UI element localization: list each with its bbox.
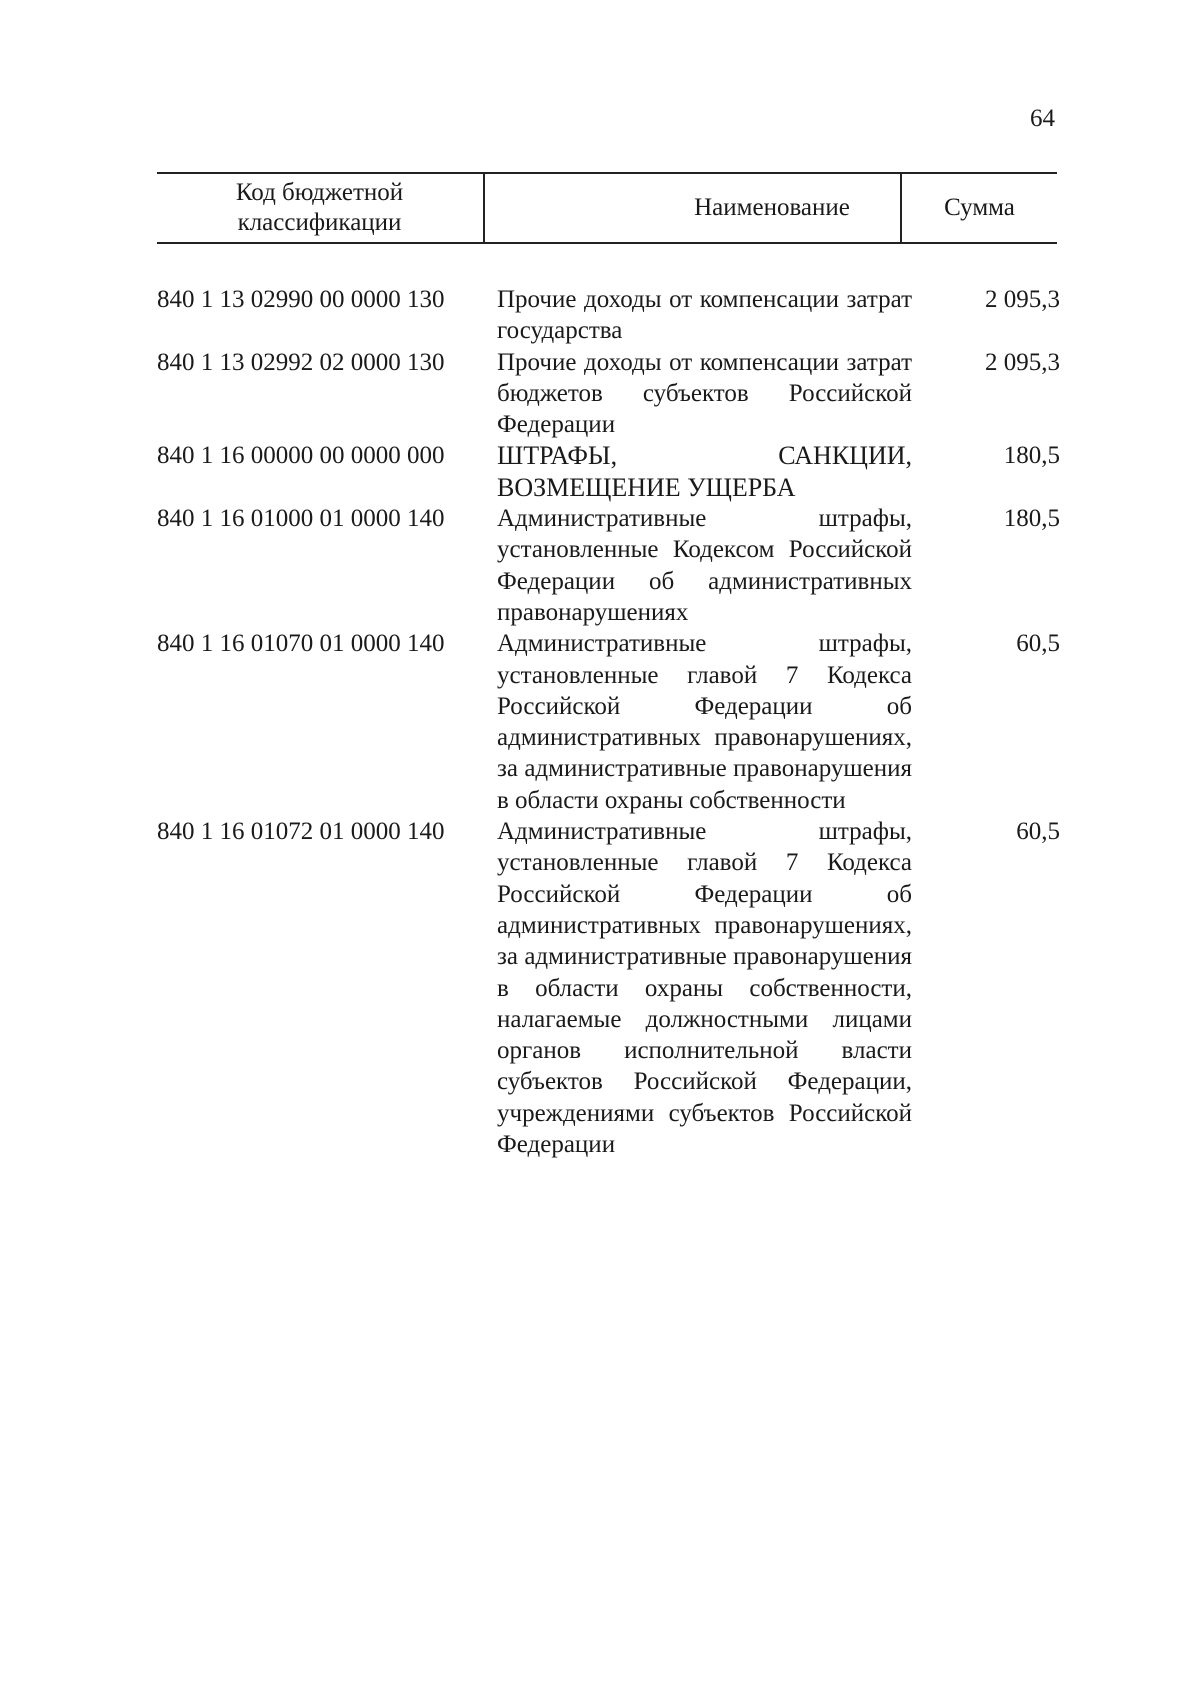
table-row <box>157 347 1067 441</box>
row-name: Административные штрафы, установленные Кодексом Российской Федерации об административных правонарушениях <box>497 505 912 626</box>
row-sum: 2 095,3 <box>985 286 1060 313</box>
row-code: 840 1 16 01070 01 0000 140 <box>157 630 445 658</box>
row-name: Административные штрафы, установленные главой 7 Кодекса Российской Федерации об административных правонарушениях, за административные правонарушения в области охраны собственности, налагаемые должностными лицами органов исполнительной власти субъектов Российской Федерации, учреждениями субъектов Российской Федерации <box>497 818 912 1159</box>
row-code: 840 1 13 02990 00 0000 130 <box>157 286 445 313</box>
row-name: Прочие доходы от компенсации затрат государства <box>497 286 912 345</box>
table-row <box>157 503 1067 628</box>
table-row <box>157 628 1067 816</box>
header-code: Код бюджетной классификации <box>235 179 404 236</box>
row-sum: 180,5 <box>1003 442 1060 470</box>
table-row <box>157 284 1067 347</box>
row-name: Административные штрафы, установленные главой 7 Кодекса Российской Федерации об административных правонарушениях, за административные правонарушения в области охраны собственности <box>497 630 912 814</box>
table-row <box>157 816 1067 1160</box>
row-code: 840 1 13 02992 02 0000 130 <box>157 348 445 376</box>
row-code: 840 1 16 01000 01 0000 140 <box>157 505 445 533</box>
row-name: Прочие доходы от компенсации затрат бюджетов субъектов Российской Федерации <box>497 348 912 439</box>
row-sum: 2 095,3 <box>985 348 1060 376</box>
row-sum: 60,5 <box>1016 818 1060 846</box>
header-sum: Сумма <box>944 194 1015 221</box>
page-number: 64 <box>1030 105 1055 132</box>
row-sum: 180,5 <box>1003 505 1060 533</box>
row-code: 840 1 16 00000 00 0000 000 <box>157 442 445 470</box>
row-sum: 60,5 <box>1016 630 1060 658</box>
table-body <box>157 284 1067 1160</box>
table-row <box>157 440 1067 503</box>
row-code: 840 1 16 01072 01 0000 140 <box>157 818 445 846</box>
table-header <box>157 172 1057 244</box>
header-name: Наименование <box>694 194 850 221</box>
row-name: ШТРАФЫ, САНКЦИИ, ВОЗМЕЩЕНИЕ УЩЕРБА <box>497 441 912 502</box>
